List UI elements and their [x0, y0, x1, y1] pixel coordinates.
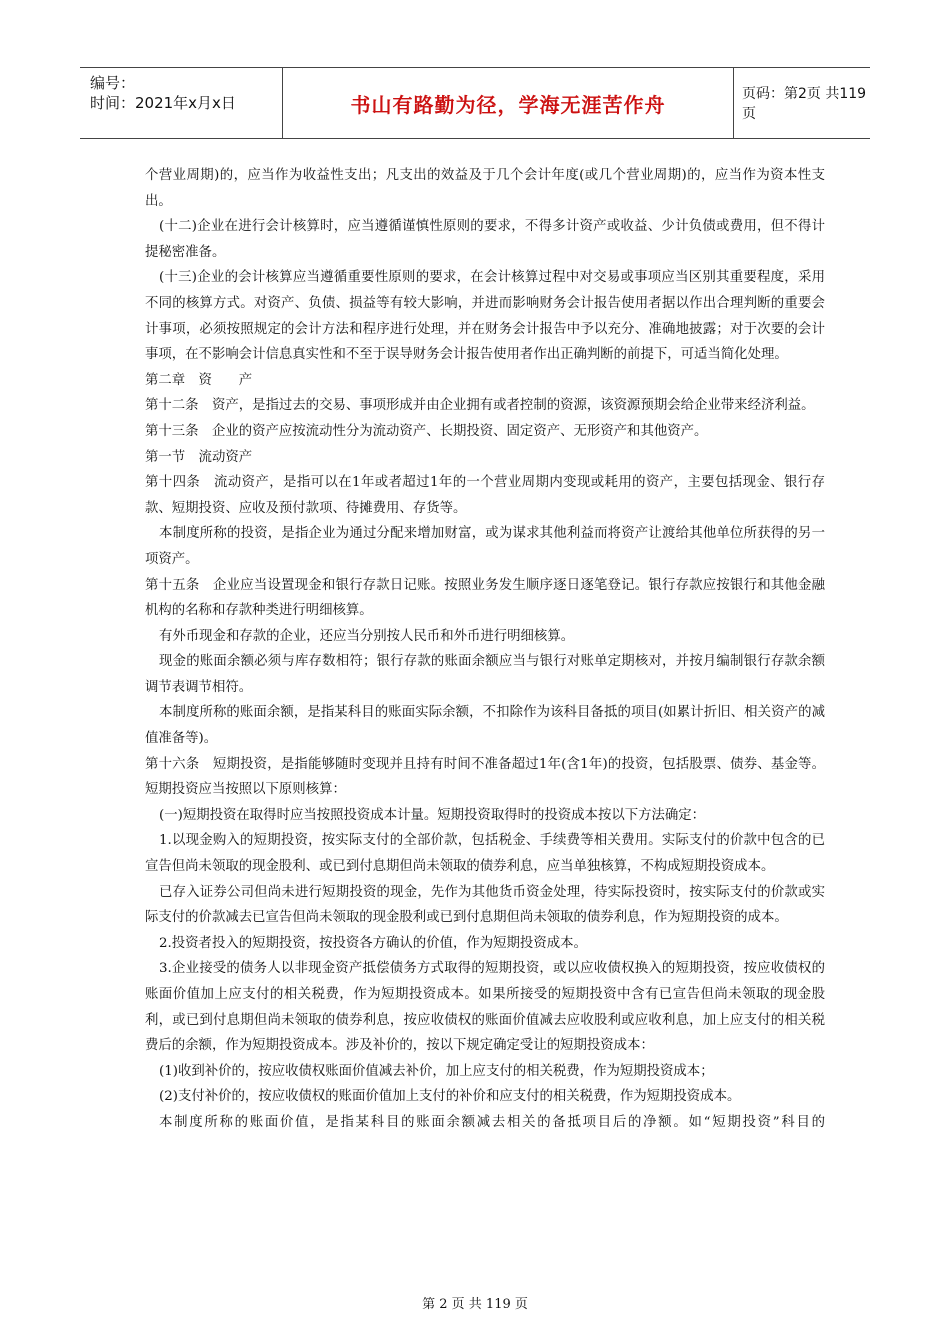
date-line: 时间：2021年x月x日 [90, 94, 236, 112]
paragraph: 有外币现金和存款的企业，还应当分别按人民币和外币进行明细核算。 [159, 628, 575, 644]
paragraph: 已存入证券公司但尚未进行短期投资的现金，先作为其他货币资金处理，待实际投资时，按实际支付的价款或实际支付的价款减去已宣告但尚未领取的现金股利或已到付息期但尚未领取的债券利息，作为短期投资的成本。 [145, 884, 825, 926]
paragraph: (一)短期投资在取得时应当按照投资成本计量。短期投资取得时的投资成本按以下方法确定： [159, 807, 706, 823]
paragraph: 第十二条 资产，是指过去的交易、事项形成并由企业拥有或者控制的资源，该资源预期会给企业带来经济利益。 [145, 398, 815, 414]
paragraph: 第十三条 企业的资产应按流动性分为流动资产、长期投资、固定资产、无形资产和其他资产。 [145, 423, 708, 439]
page-header [80, 67, 870, 139]
paragraph: (2)支付补价的，按应收债权的账面价值加上支付的补价和应支付的相关税费，作为短期投资成本。 [159, 1089, 741, 1105]
header-page-info: 页码：第2页 共119页 [742, 86, 867, 122]
paragraph: 现金的账面余额必须与库存数相符；银行存款的账面余额应当与银行对账单定期核对，并按月编制银行存款余额调节表调节相符。 [145, 654, 825, 695]
paragraph: 本制度所称的账面价值，是指某科目的账面余额减去相关的备抵项目后的净额。如“短期投资”科目的 [159, 1114, 825, 1130]
paragraph: (1)收到补价的，按应收债权账面价值减去补价，加上应支付的相关税费，作为短期投资成本； [159, 1063, 714, 1079]
header-meta-cell [80, 68, 283, 138]
page-footer: 第 2 页 共 119 页 [422, 1297, 528, 1312]
paragraph: 第二章 资 产 [145, 372, 253, 388]
paragraph: 1.以现金购入的短期投资，按实际支付的全部价款，包括税金、手续费等相关费用。实际支付的价款中包含的已宣告但尚未领取的现金股利、或已到付息期但尚未领取的债券利息，应当单独核算，不构成短期投资成本。 [145, 833, 825, 875]
header-motto-cell [283, 68, 734, 138]
paragraph: 本制度所称的账面余额，是指某科目的账面实际余额，不扣除作为该科目备抵的项目(如累计折旧、相关资产的减值准备等)。 [145, 705, 825, 747]
paragraph: 2.投资者投入的短期投资，按投资各方确认的价值，作为短期投资成本。 [159, 935, 587, 951]
paragraph: 3.企业接受的债务人以非现金资产抵偿债务方式取得的短期投资，或以应收债权换入的短期投资，按应收债权的账面价值加上应支付的相关税费，作为短期投资成本。如果所接受的短期投资中含有已宣告但尚未领取的现金股利，或已到付息期但尚未领取的债券利息，按应收债权的账面价值减去应收股利或应收利息，加上应支付的相关税费后的余额，作为短期投资成本。涉及补价的，按以下规定确定受让的短期投资成本： [145, 961, 825, 1054]
serial-label: 编号： [90, 74, 136, 92]
paragraph: 第十六条 短期投资，是指能够随时变现并且持有时间不准备超过1年(含1年)的投资，包括股票、债券、基金等。短期投资应当按照以下原则核算： [145, 756, 825, 798]
paragraph: 第一节 流动资产 [145, 449, 253, 465]
document-body [145, 163, 825, 1136]
paragraph: 本制度所称的投资，是指企业为通过分配来增加财富，或为谋求其他利益而将资产让渡给其他单位所获得的另一项资产。 [145, 526, 825, 567]
paragraph: 第十五条 企业应当设置现金和银行存款日记账。按照业务发生顺序逐日逐笔登记。银行存款应按银行和其他金融机构的名称和存款种类进行明细核算。 [145, 577, 825, 619]
paragraph: (十三)企业的会计核算应当遵循重要性原则的要求，在会计核算过程中对交易或事项应当区别其重要程度，采用不同的核算方式。对资产、负债、损益等有较大影响，并进而影响财务会计报告使用者据以作出合理判断的重要会计事项，必须按照规定的会计方法和程序进行处理，并在财务会计报告中予以充分、准确地披露；对于次要的会计事项，在不影响会计信息真实性和不至于误导财务会计报告使用者作出正确判断的前提下，可适当简化处理。 [145, 270, 825, 363]
paragraph: (十二)企业在进行会计核算时，应当遵循谨慎性原则的要求，不得多计资产或收益、少计负债或费用，但不得计提秘密准备。 [145, 219, 825, 260]
paragraph: 个营业周期)的，应当作为收益性支出；凡支出的效益及于几个会计年度(或几个营业周期)的，应当作为资本性支出。 [145, 168, 825, 209]
paragraph: 第十四条 流动资产，是指可以在1年或者超过1年的一个营业周期内变现或耗用的资产，主要包括现金、银行存款、短期投资、应收及预付款项、待摊费用、存货等。 [145, 475, 825, 516]
motto-text: 书山有路勤为径，学海无涯苦作舟 [350, 92, 666, 117]
